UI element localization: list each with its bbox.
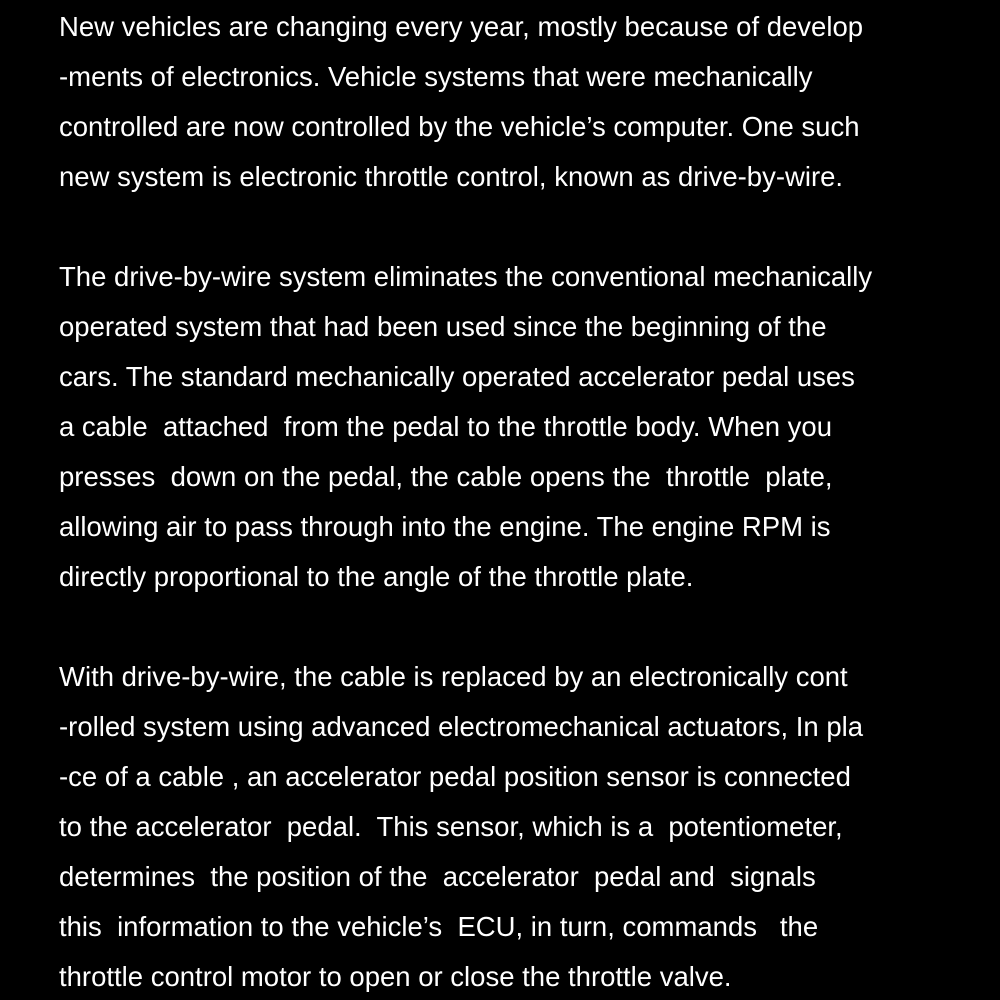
paragraph-3-line-2: -rolled system using advanced electromechanical actuators, In pla xyxy=(59,711,864,742)
paragraph-1-line-2: -ments of electronics. Vehicle systems that were mechanically xyxy=(59,61,813,92)
paragraph-2-line-7: directly proportional to the angle of the throttle plate. xyxy=(59,561,694,592)
paragraph-2-line-3: cars. The standard mechanically operated accelerator pedal uses xyxy=(59,361,855,392)
paragraph-3-line-1: With drive-by-wire, the cable is replaced by an electronically cont xyxy=(59,661,848,692)
paragraph-2-line-4: a cable attached from the pedal to the throttle body. When you xyxy=(59,411,833,442)
paragraph-3-line-7: throttle control motor to open or close the throttle valve. xyxy=(59,961,732,992)
paragraph-2-line-6: allowing air to pass through into the engine. The engine RPM is xyxy=(59,511,831,542)
paragraph-2-line-2: operated system that had been used since the beginning of the xyxy=(59,311,827,342)
paragraph-2-line-5: presses down on the pedal, the cable opens the throttle plate, xyxy=(59,461,833,492)
paragraph-1-line-1: New vehicles are changing every year, mostly because of develop xyxy=(59,11,864,42)
paragraph-3-line-4: to the accelerator pedal. This sensor, which is a potentiometer, xyxy=(59,811,843,842)
paragraph-1-line-3: controlled are now controlled by the vehicle’s computer. One such xyxy=(59,111,860,142)
paragraph-3-line-3: -ce of a cable , an accelerator pedal position sensor is connected xyxy=(59,761,851,792)
paragraph-2-line-1: The drive-by-wire system eliminates the conventional mechanically xyxy=(59,261,873,292)
paragraph-3-line-6: this information to the vehicle’s ECU, in turn, commands the xyxy=(59,911,819,942)
paragraph-1-line-4: new system is electronic throttle control, known as drive-by-wire. xyxy=(59,161,844,192)
paragraph-3-line-5: determines the position of the accelerator pedal and signals xyxy=(59,861,816,892)
